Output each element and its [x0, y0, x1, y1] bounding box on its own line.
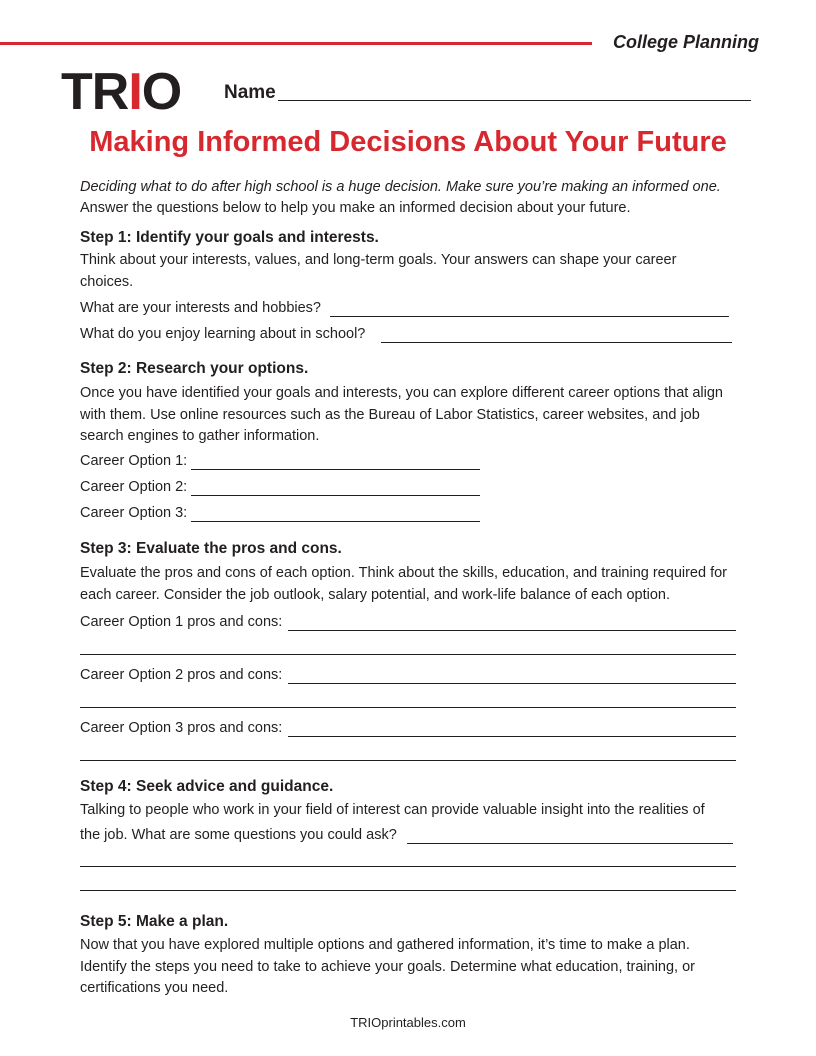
logo-text-part-3: O [141, 63, 182, 121]
step-5-body: Now that you have explored multiple options and gathered information, it’s time to make a plan. Identify the steps you need to take to achieve your goals. Determine what education, training, or certifications you need. [80, 937, 696, 996]
step-2-heading: Step 2: Research your options. [80, 360, 309, 377]
header-red-rule [0, 42, 592, 45]
page-title: Making Informed Decisions About Your Future [89, 126, 727, 158]
step-4-body-line-1: Talking to people who work in your field of interest can provide valuable insight into the realities of [80, 802, 705, 818]
answer-line[interactable] [80, 890, 736, 891]
answer-line[interactable] [191, 495, 480, 496]
name-label: Name [224, 82, 276, 103]
step-2-body: Once you have identified your goals and interests, you can explore different career options that align with them. Use online resources such as the Bureau of Labor Statistics, career websites, and job search engines to gather information. [80, 385, 723, 444]
step-1-question-1: What are your interests and hobbies? [80, 300, 321, 316]
step-1-question-2: What do you enjoy learning about in school? [80, 326, 366, 342]
step-3-question-3: Career Option 3 pros and cons: [80, 720, 283, 736]
answer-line[interactable] [288, 683, 736, 684]
footer-url: TRIOprintables.com [350, 1015, 466, 1030]
answer-line[interactable] [191, 469, 480, 470]
step-2-question-3: Career Option 3: [80, 505, 188, 521]
answer-line[interactable] [80, 760, 736, 761]
answer-line[interactable] [191, 521, 480, 522]
step-3-heading: Step 3: Evaluate the pros and cons. [80, 540, 342, 557]
trio-logo [61, 64, 181, 120]
step-3-body: Evaluate the pros and cons of each option. Think about the skills, education, and training required for each career. Consider the job outlook, salary potential, and work-life balance of each option. [80, 565, 728, 603]
category-label: College Planning [613, 32, 760, 52]
step-1-heading: Step 1: Identify your goals and interests. [80, 229, 379, 246]
step-1-body: Think about your interests, values, and long-term goals. Your answers can shape your career choices. [80, 252, 677, 290]
answer-line[interactable] [288, 630, 736, 631]
name-field-line[interactable] [278, 100, 751, 101]
answer-line[interactable] [381, 342, 732, 343]
answer-line[interactable] [407, 843, 733, 844]
step-4-heading: Step 4: Seek advice and guidance. [80, 778, 334, 795]
answer-line[interactable] [330, 316, 729, 317]
step-2-question-2: Career Option 2: [80, 479, 188, 495]
answer-line[interactable] [80, 866, 736, 867]
logo-text-part-2: I [128, 63, 142, 121]
intro-italic-text: Deciding what to do after high school is a huge decision. Make sure you’re making an informed one. [80, 179, 721, 195]
logo-text-part-1: TR [61, 63, 129, 121]
answer-line[interactable] [288, 736, 736, 737]
answer-line[interactable] [80, 654, 736, 655]
step-3-question-1: Career Option 1 pros and cons: [80, 614, 283, 630]
step-2-question-1: Career Option 1: [80, 453, 188, 469]
step-4-body-line-2: the job. What are some questions you could ask? [80, 827, 397, 843]
answer-line[interactable] [80, 707, 736, 708]
intro-text: Answer the questions below to help you make an informed decision about your future. [80, 200, 631, 216]
step-3-question-2: Career Option 2 pros and cons: [80, 667, 283, 683]
step-5-heading: Step 5: Make a plan. [80, 913, 229, 930]
